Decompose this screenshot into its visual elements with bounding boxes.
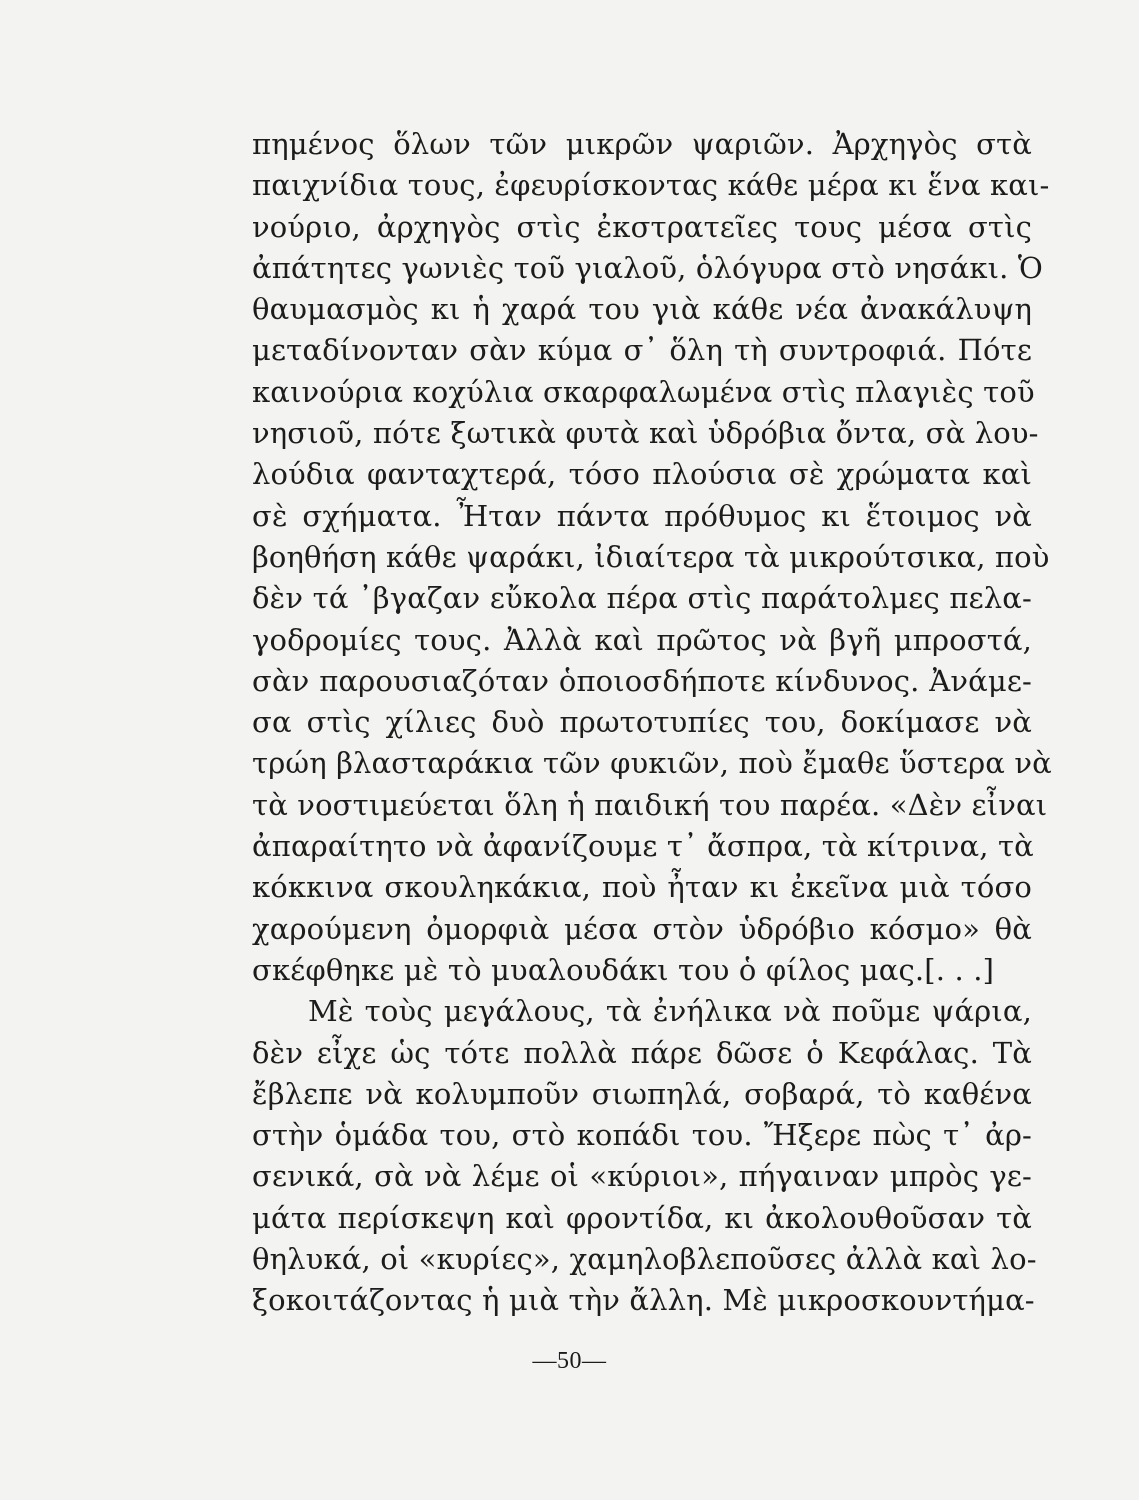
text-line: ἔβλεπε νὰ κολυμποῦν σιωπηλά, σοβαρά, τὸ καθένα — [252, 1076, 1032, 1111]
text-line: δὲν τά ᾽βγαζαν εὔκολα πέρα στὶς παράτολμες πελα- — [252, 581, 1032, 616]
text-line: καινούρια κοχύλια σκαρφαλωμένα στὶς πλαγιὲς τοῦ — [252, 374, 1035, 409]
text-line: σενικά, σὰ νὰ λέμε οἱ «κύριοι», πήγαιναν μπρὸς γε- — [252, 1159, 1032, 1194]
text-line: δὲν εἶχε ὡς τότε πολλὰ πάρε δῶσε ὁ Κεφάλας. Τὰ — [252, 1035, 1032, 1070]
text-line: παιχνίδια τους, ἐφευρίσκοντας κάθε μέρα κι ἕνα και- — [252, 168, 1050, 203]
text-line: στὴν ὁμάδα του, στὸ κοπάδι του. Ἤξερε πὼς τ᾽ ἀρ- — [252, 1118, 1032, 1153]
text-line: μεταδίνονταν σὰν κύμα σ᾽ ὅλη τὴ συντροφιά. Πότε — [252, 333, 1032, 368]
text-line: σκέφθηκε μὲ τὸ μυαλουδάκι του ὁ φίλος μας.[. . .] — [252, 952, 995, 987]
text-line: τὰ νοστιμεύεται ὅλη ἡ παιδική του παρέα. «Δὲν εἶναι — [252, 787, 1048, 822]
text-line: μάτα περίσκεψη καὶ φροντίδα, κι ἀκολουθοῦσαν τὰ — [252, 1200, 1032, 1235]
text-line: σα στὶς χίλιες δυὸ πρωτοτυπίες του, δοκίμασε νὰ — [252, 705, 1032, 740]
text-line: ἀπαραίτητο νὰ ἀφανίζουμε τ᾽ ἄσπρα, τὰ κίτρινα, τὰ — [252, 829, 1034, 864]
body-text — [252, 124, 1052, 1322]
page-number: —50— — [532, 1348, 607, 1374]
text-line: χαρούμενη ὀμορφιὰ μέσα στὸν ὑδρόβιο κόσμο» θὰ — [252, 911, 1032, 946]
text-line: τρώη βλασταράκια τῶν φυκιῶν, ποὺ ἔμαθε ὕστερα νὰ — [252, 746, 1052, 781]
text-line: κόκκινα σκουληκάκια, ποὺ ἦταν κι ἐκεῖνα μιὰ τόσο — [252, 870, 1032, 905]
text-line: νησιοῦ, πότε ξωτικὰ φυτὰ καὶ ὑδρόβια ὄντα, σὰ λου- — [252, 416, 1039, 451]
text-line: σὰν παρουσιαζόταν ὁποιοσδήποτε κίνδυνος. Ἀνάμε- — [252, 663, 1032, 698]
text-line: νούριο, ἀρχηγὸς στὶς ἐκστρατεῖες τους μέσα στὶς — [252, 209, 1032, 244]
text-line: ξοκοιτάζοντας ἡ μιὰ τὴν ἄλλη. Μὲ μικροσκουντήμα- — [252, 1283, 1035, 1318]
text-line: πημένος ὅλων τῶν μικρῶν ψαριῶν. Ἀρχηγὸς στὰ — [252, 127, 1032, 161]
text-line: γοδρομίες τους. Ἀλλὰ καὶ πρῶτος νὰ βγῆ μπροστά, — [252, 622, 1032, 657]
text-line: σὲ σχήματα. Ἦταν πάντα πρόθυμος κι ἕτοιμος νὰ — [252, 498, 1032, 533]
text-line: Μὲ τοὺς μεγάλους, τὰ ἐνήλικα νὰ ποῦμε ψάρια, — [308, 994, 1032, 1029]
text-line: ἀπάτητες γωνιὲς τοῦ γιαλοῦ, ὁλόγυρα στὸ νησάκι. Ὁ — [252, 250, 1043, 285]
text-line: θηλυκά, οἱ «κυρίες», χαμηλοβλεποῦσες ἀλλὰ καὶ λο- — [252, 1242, 1037, 1277]
text-line: λούδια φανταχτερά, τόσο πλούσια σὲ χρώματα καὶ — [252, 457, 1032, 492]
text-line: βοηθήση κάθε ψαράκι, ἰδιαίτερα τὰ μικρούτσικα, ποὺ — [252, 539, 1050, 574]
text-line: θαυμασμὸς κι ἡ χαρά του γιὰ κάθε νέα ἀνακάλυψη — [252, 292, 1032, 327]
